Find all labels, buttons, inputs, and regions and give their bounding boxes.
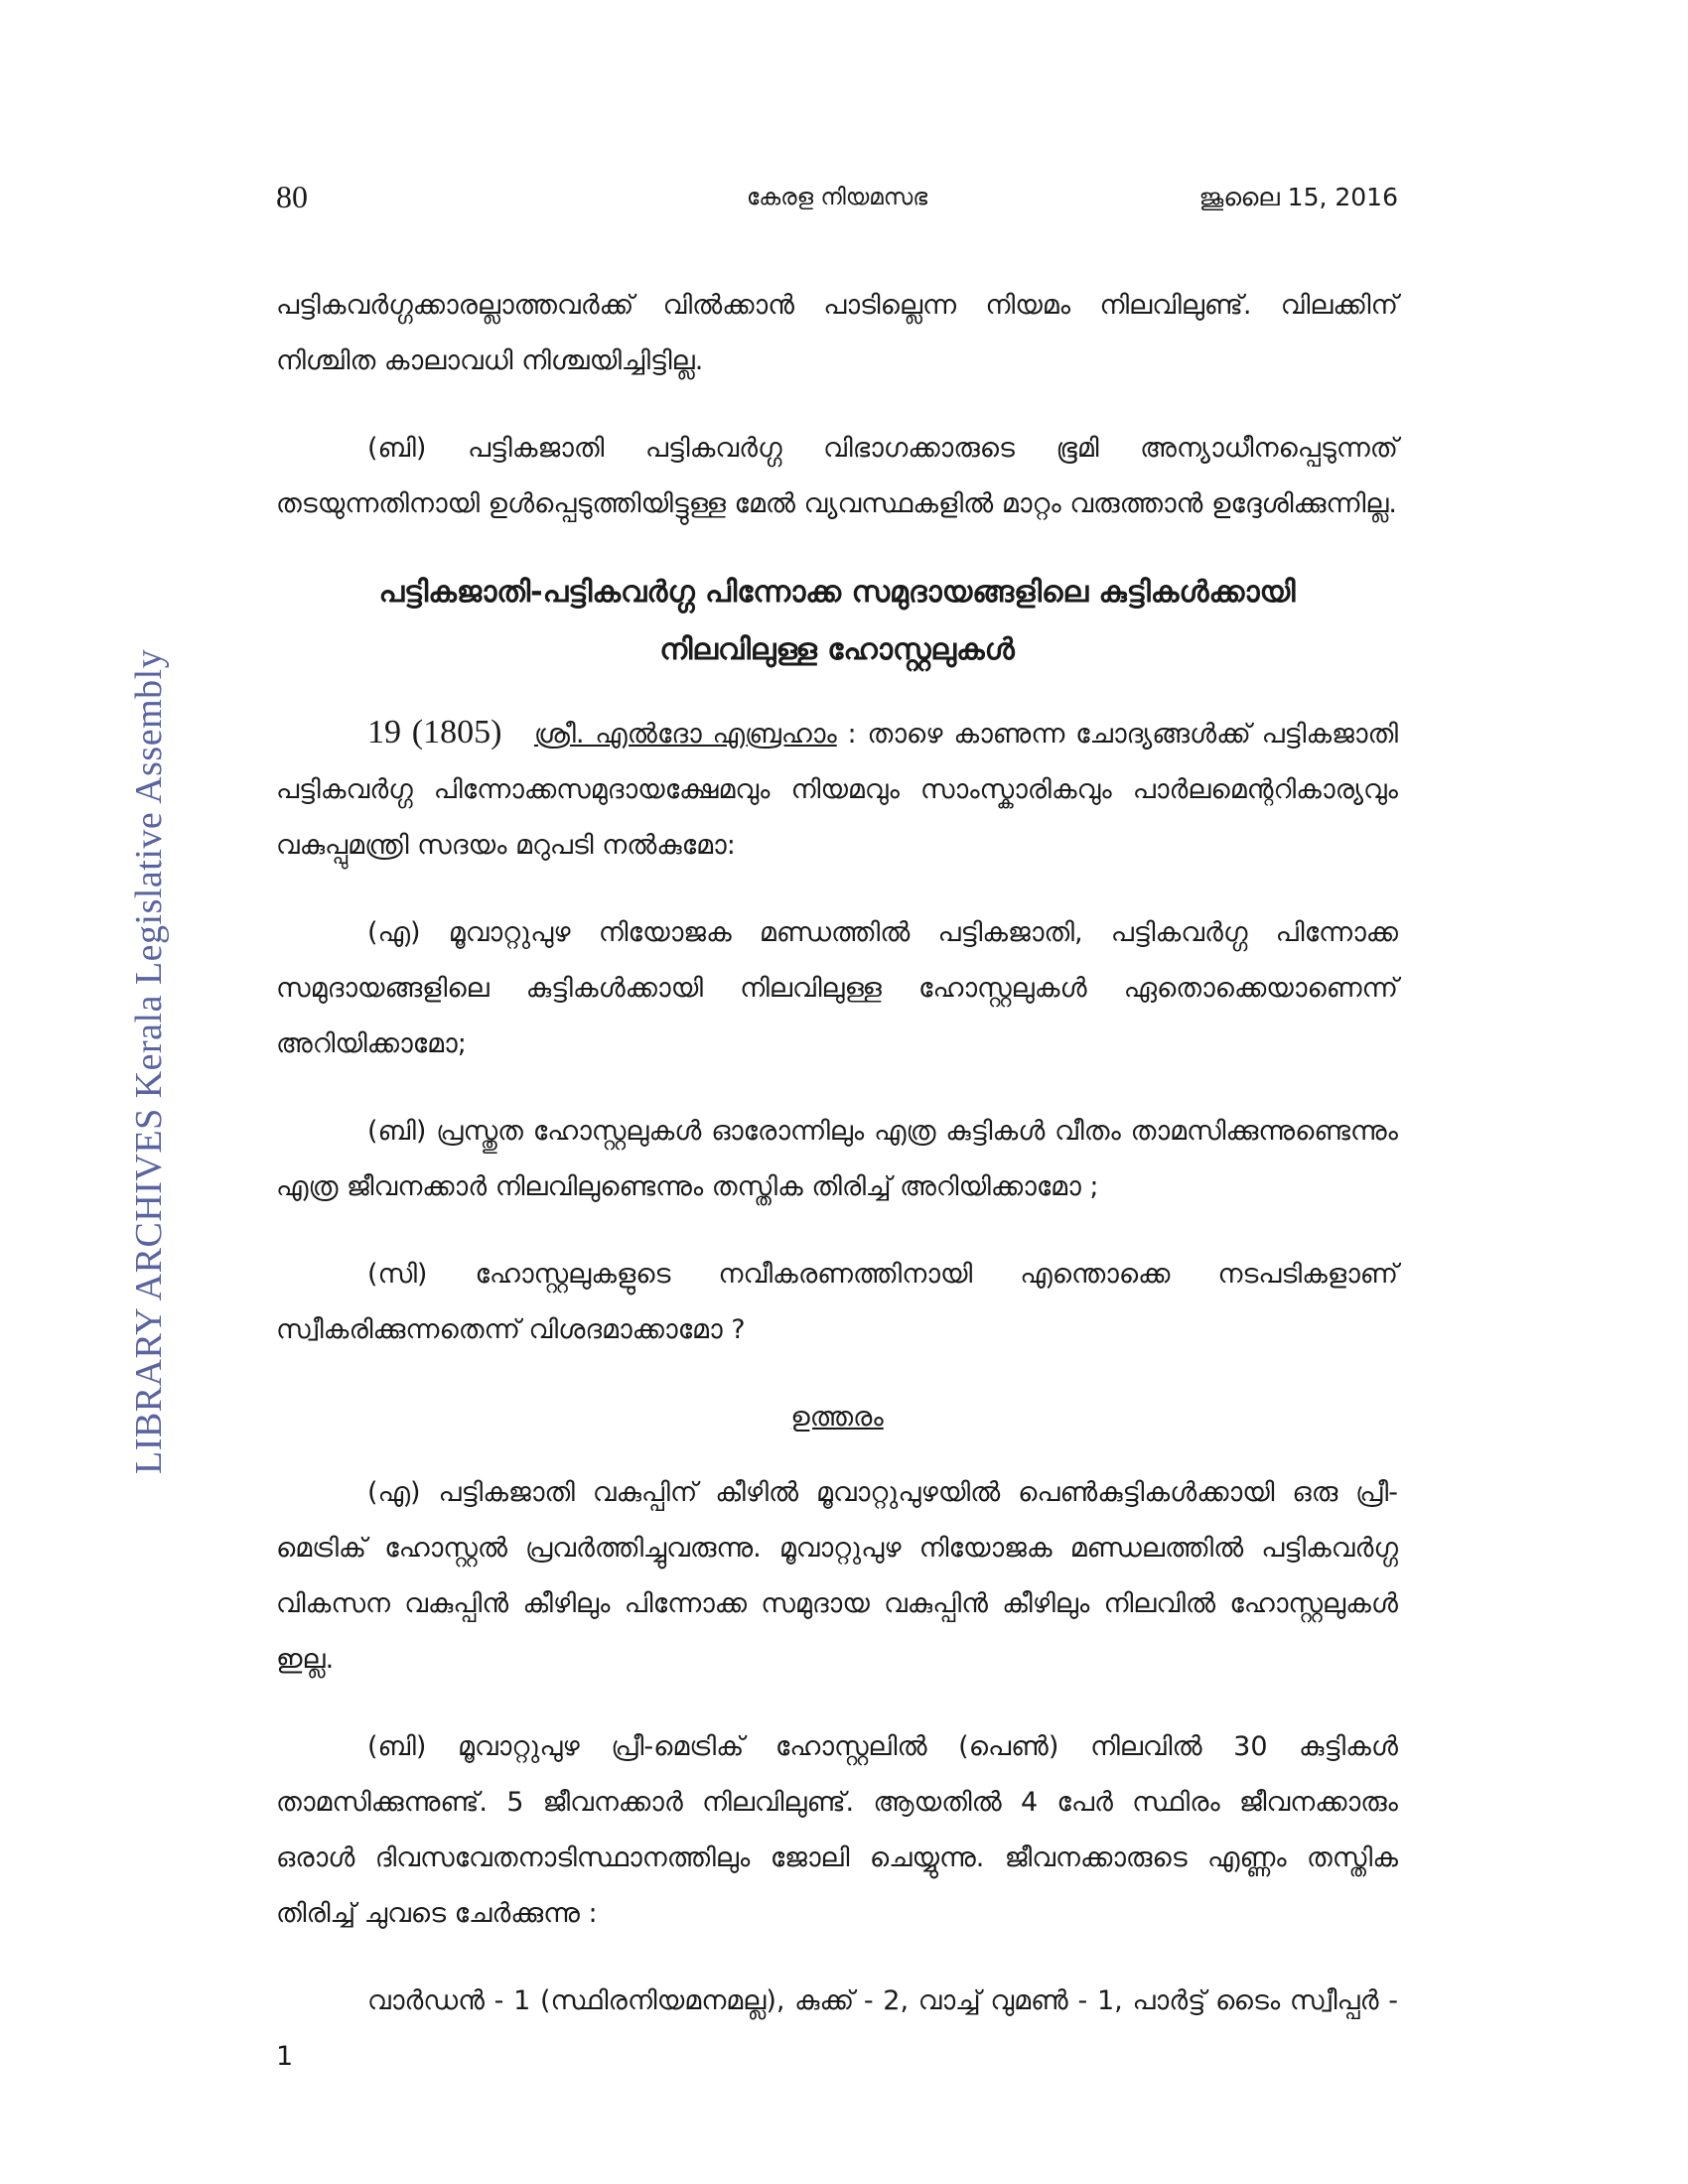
page-header: [276, 179, 1398, 228]
question-c: (സി) ഹോസ്റ്റലുകളുടെ നവീകരണത്തിനായി എന്തൊക്കെ നടപടികളാണ് സ്വീകരിക്കുന്നതെന്ന് വിശദമാക്കാമോ ?: [276, 1259, 1398, 1345]
question-text: : താഴെ കാണുന്ന ചോദ്യങ്ങൾക്ക് പട്ടികജാതി പട്ടികവർഗ്ഗ പിന്നോക്കസമുദായക്ഷേമവും നിയമവും സാംസ്കാരികവും പാർലമെന്ററികാര്യവും വകുപ്പുമന്ത്രി സദയം മറുപടി നൽകുമോ:: [276, 719, 1399, 861]
page-body: [276, 278, 1398, 2116]
member-name: ശ്രീ. എൽദോ എബ്രഹാം: [533, 719, 837, 750]
answer-staff-list: വാർഡൻ - 1 (സ്ഥിരനിയമനമല്ല), കുക്ക് - 2, വാച്ച് വുമൺ - 1, പാർട്ട് ടൈം സ്വീപ്പർ - 1: [276, 1985, 1398, 2072]
answer-b: (ബി) മൂവാറ്റുപുഴ പ്രീ-മെട്രിക് ഹോസ്റ്റലിൽ (പെൺ) നിലവിൽ 30 കുട്ടികൾ താമസിക്കുന്നുണ്ട്. 5 ജീവനക്കാർ നിലവിലുണ്ട്. ആയതിൽ 4 പേർ സ്ഥിരം ജീവനക്കാരും ഒരാൾ ദിവസവേതനാടിസ്ഥാനത്തിലും ജോലി ചെയ്യുന്നു. ജീവനക്കാരുടെ എണ്ണം തസ്തിക തിരിച്ച് ചുവടെ ചേർക്കുന്നു :: [276, 1731, 1398, 1929]
section-heading-line2: നിലവിലുള്ള ഹോസ്റ്റലുകൾ: [659, 632, 1015, 667]
page-date: ജൂലൈ 15, 2016: [1198, 183, 1398, 211]
publication-title: കേരള നിയമസഭ: [746, 185, 928, 210]
answer-title: ഉത്തരം: [790, 1402, 884, 1433]
answer-a: (എ) പട്ടികജാതി വകുപ്പിന് കീഴിൽ മൂവാറ്റുപുഴയിൽ പെൺകുട്ടികൾക്കായി ഒരു പ്രീ-മെട്രിക് ഹോസ്റ്റൽ പ്രവർത്തിച്ചുവരുന്നു. മൂവാറ്റുപുഴ നിയോജക മണ്ഡലത്തിൽ പട്ടികവർഗ്ഗ വികസന വകുപ്പിൻ കീഴിലും പിന്നോക്ക സമുദായ വകുപ്പിൻ കീഴിലും നിലവിൽ ഹോസ്റ്റലുകൾ ഇല്ല.: [276, 1477, 1398, 1675]
question-b: (ബി) പ്രസ്തുത ഹോസ്റ്റലുകൾ ഓരോന്നിലും എത്ര കുട്ടികൾ വീതം താമസിക്കുന്നുണ്ടെന്നും എത്ര ജീവനക്കാർ നിലവിലുണ്ടെന്നും തസ്തിക തിരിച്ച് അറിയിക്കാമോ ;: [276, 1116, 1398, 1202]
answer-heading: [276, 1390, 1398, 1445]
section-heading-line1: പട്ടികജാതി-പട്ടികവർഗ്ഗ പിന്നോക്ക സമുദായങ്ങളിലെ കുട്ടികൾക്കായി: [378, 575, 1296, 610]
section-heading: [276, 564, 1398, 679]
paragraph-continued: പട്ടികവർഗ്ഗക്കാരല്ലാത്തവർക്ക് വിൽക്കാൻ പാടില്ലെന്ന നിയമം നിലവിലുണ്ട്. വിലക്കിന് നിശ്ചിത കാലാവധി നിശ്ചയിച്ചിട്ടില്ല.: [276, 290, 1398, 376]
question-a: (എ) മൂവാറ്റുപുഴ നിയോജക മണ്ഡത്തിൽ പട്ടികജാതി, പട്ടികവർഗ്ഗ പിന്നോക്ക സമുദായങ്ങളിലെ കുട്ടികൾക്കായി നിലവിലുള്ള ഹോസ്റ്റലുകൾ ഏതൊക്കെയാണെന്ന് അറിയിക്കാമോ;: [276, 917, 1398, 1059]
page-number: 80: [276, 179, 308, 214]
paragraph-b: (ബി) പട്ടികജാതി പട്ടികവർഗ്ഗ വിഭാഗക്കാരുടെ ഭൂമി അന്യാധീനപ്പെടുന്നത് തടയുന്നതിനായി ഉൾപ്പെടുത്തിയിട്ടുള്ള മേൽ വ്യവസ്ഥകളിൽ മാറ്റം വരുത്താൻ ഉദ്ദേശിക്കുന്നില്ല.: [276, 433, 1398, 519]
question-intro: [276, 705, 1398, 874]
archive-watermark: LIBRARY ARCHIVES Kerala Legislative Assembly: [128, 648, 170, 1474]
question-number: 19 (1805): [367, 714, 502, 751]
